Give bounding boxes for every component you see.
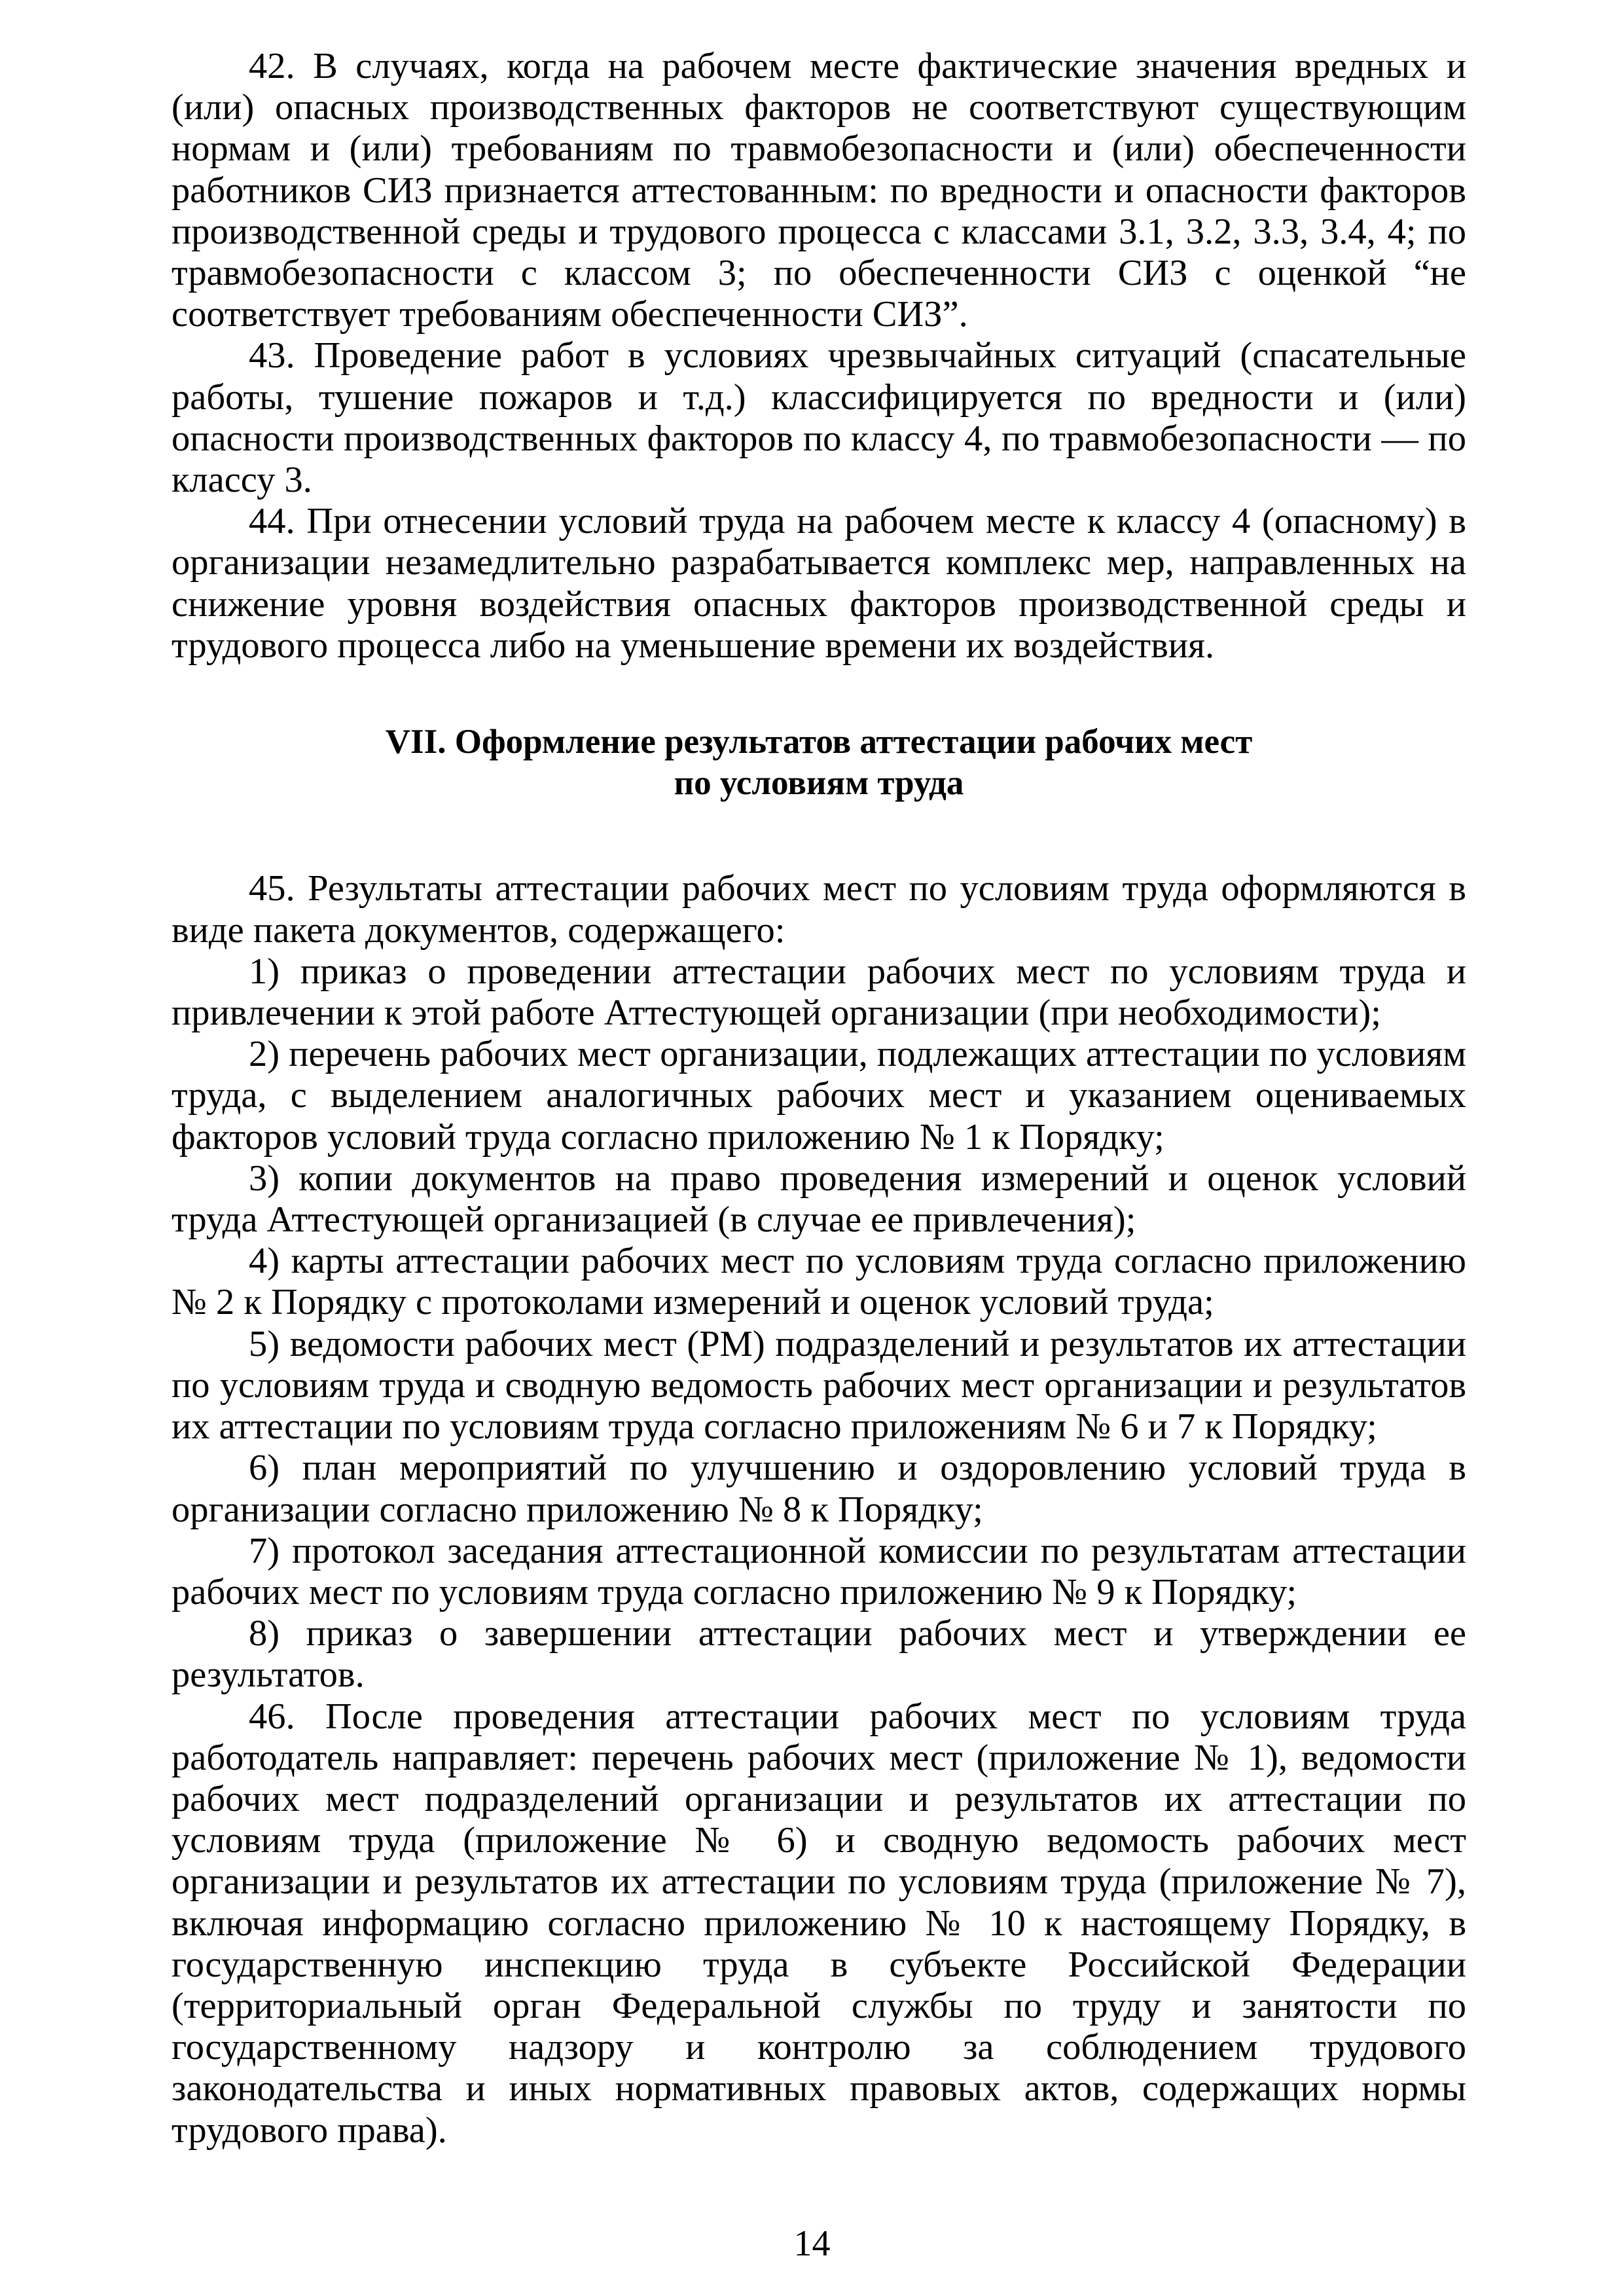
paragraph-42: 42. В случаях, когда на рабочем месте фактические значения вредных и (или) опасных производственных факторов не соответствуют существующим нормам и (или) требованиям по травмобезопасности и (или) обеспеченности работников СИЗ признается аттестованным: по вредности и опасности факторов производственной среды и трудового процесса с классами 3.1, 3.2, 3.3, 3.4, 4; по травмобезопасности с классом 3; по обеспеченности СИЗ с оценкой “не соответствует требованиям обеспеченности СИЗ”.: [171, 46, 1466, 335]
list-item-1: 1) приказ о проведении аттестации рабочих мест по условиям труда и привлечении к этой работе Аттестующей организации (при необходимости);: [171, 951, 1466, 1034]
document-page: [171, 46, 1466, 2151]
list-item-6: 6) план мероприятий по улучшению и оздоровлению условий труда в организации согласно приложению № 8 к Порядку;: [171, 1448, 1466, 1530]
paragraph-46: 46. После проведения аттестации рабочих мест по условиям труда работодатель направляет: перечень рабочих мест (приложение № 1), ведомости рабочих мест подразделений организации и результатов их аттестации по условиям труда (приложение № 6) и сводную ведомость рабочих мест организации и результатов их аттестации по условиям труда (приложение № 7), включая информацию согласно приложению № 10 к настоящему Порядку, в государственную инспекцию труда в субъекте Российской Федерации (территориальный орган Федеральной службы по труду и занятости по государственному надзору и контролю за соблюдением трудового законодательства и иных нормативных правовых актов, содержащих нормы трудового права).: [171, 1696, 1466, 2151]
section-heading: [171, 721, 1466, 804]
paragraph-44: 44. При отнесении условий труда на рабочем месте к классу 4 (опасному) в организации незамедлительно разрабатывается комплекс мер, направленных на снижение уровня воздействия опасных факторов производственной среды и трудового процесса либо на уменьшение времени их воздействия.: [171, 501, 1466, 666]
list-item-7: 7) протокол заседания аттестационной комиссии по результатам аттестации рабочих мест по условиям труда согласно приложению № 9 к Порядку;: [171, 1530, 1466, 1613]
list-item-2: 2) перечень рабочих мест организации, подлежащих аттестации по условиям труда, с выделением аналогичных рабочих мест и указанием оцениваемых факторов условий труда согласно приложению № 1 к Порядку;: [171, 1034, 1466, 1157]
list-item-3: 3) копии документов на право проведения измерений и оценок условий труда Аттестующей организацией (в случае ее привлечения);: [171, 1157, 1466, 1241]
list-item-4: 4) карты аттестации рабочих мест по условиям труда согласно приложению № 2 к Порядку с протоколами измерений и оценок условий труда;: [171, 1241, 1466, 1323]
page-number: 14: [793, 2223, 831, 2264]
paragraph-43: 43. Проведение работ в условиях чрезвычайных ситуаций (спасательные работы, тушение пожаров и т.д.) классифицируется по вредности и (или) опасности производственных факторов по классу 4, по травмобезопасности — по классу 3.: [171, 335, 1466, 501]
text-block-before-heading: [171, 46, 1466, 666]
list-item-5: 5) ведомости рабочих мест (РМ) подразделений и результатов их аттестации по условиям труда и сводную ведомость рабочих мест организации и результатов их аттестации по условиям труда согласно приложениям № 6 и 7 к Порядку;: [171, 1323, 1466, 1448]
text-block-after-heading: [171, 868, 1466, 2151]
section-heading-line-1: VII. Оформление результатов аттестации рабочих мест: [385, 723, 1253, 761]
paragraph-45: 45. Результаты аттестации рабочих мест по условиям труда оформляются в виде пакета документов, содержащего:: [171, 868, 1466, 951]
section-heading-line-2: по условиям труда: [674, 764, 964, 803]
list-item-8: 8) приказ о завершении аттестации рабочих мест и утверждении ее результатов.: [171, 1613, 1466, 1696]
